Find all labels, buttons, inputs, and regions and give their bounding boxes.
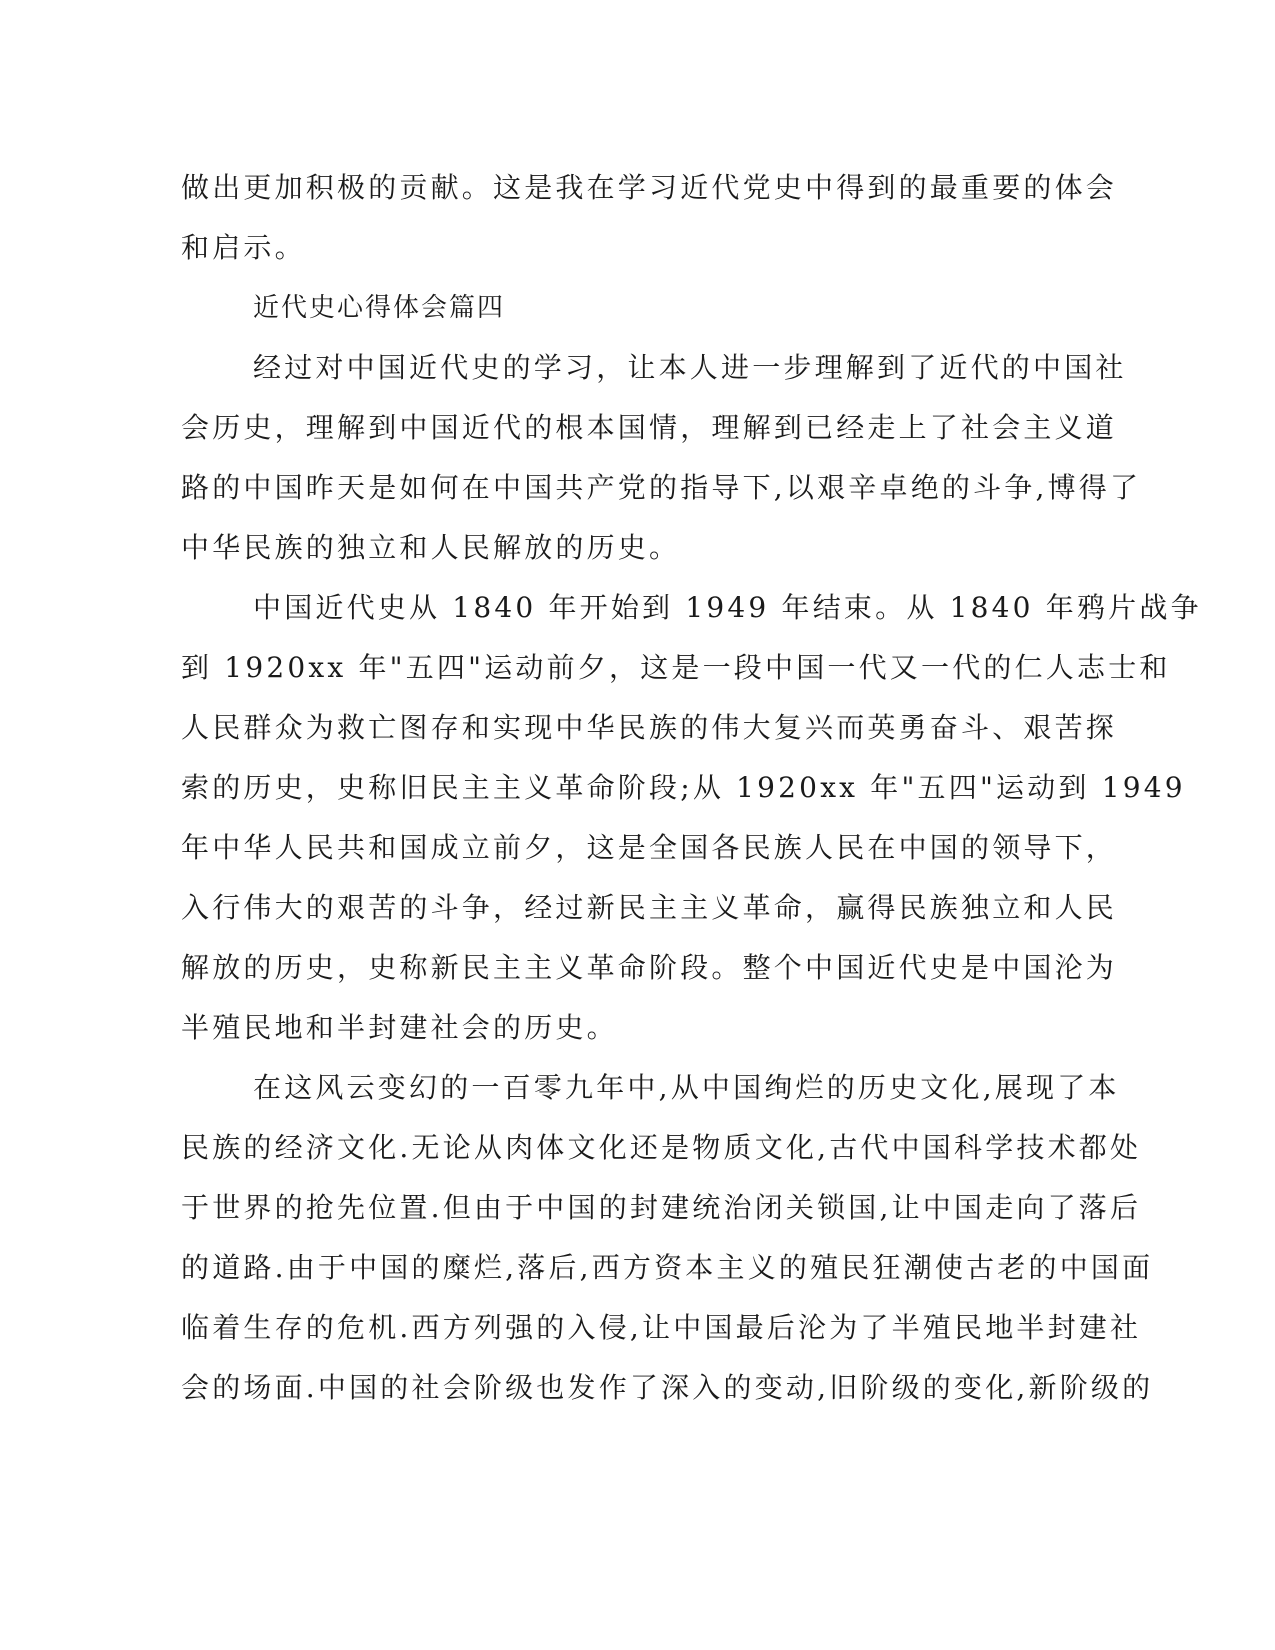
- text-line: 中华民族的独立和人民解放的历史。: [181, 531, 681, 564]
- text-line: 的道路.由于中国的糜烂,落后,西方资本主义的殖民狂潮使古老的中国面: [181, 1251, 1154, 1284]
- text-line: 民族的经济文化.无论从肉体文化还是物质文化,古代中国科学技术都处: [181, 1131, 1142, 1164]
- continuation-paragraph: [181, 158, 1118, 278]
- paragraph-2: [181, 578, 1202, 1058]
- text-line: 路的中国昨天是如何在中国共产党的指导下,以艰辛卓绝的斗争,博得了: [181, 471, 1142, 504]
- text-line: 经过对中国近代史的学习，让本人进一步理解到了近代的中国社: [253, 351, 1127, 384]
- text-line: 年中华人民共和国成立前夕，这是全国各民族人民在中国的领导下，: [181, 831, 1118, 864]
- text-line: 到 1920xx 年"五四"运动前夕，这是一段中国一代又一代的仁人志士和: [181, 651, 1171, 684]
- text-line: 会历史，理解到中国近代的根本国情，理解到已经走上了社会主义道: [181, 411, 1118, 444]
- document-body: [181, 158, 1202, 1418]
- paragraph-1: [181, 338, 1142, 578]
- text-line: 在这风云变幻的一百零九年中,从中国绚烂的历史文化,展现了本: [253, 1071, 1120, 1104]
- text-line: 临着生存的危机.西方列强的入侵,让中国最后沦为了半殖民地半封建社: [181, 1311, 1142, 1344]
- text-line: 半殖民地和半封建社会的历史。: [181, 1011, 618, 1044]
- text-line: 索的历史，史称旧民主主义革命阶段;从 1920xx 年"五四"运动到 1949: [181, 771, 1186, 804]
- text-line: 和启示。: [181, 231, 306, 264]
- text-line: 入行伟大的艰苦的斗争，经过新民主主义革命，赢得民族独立和人民: [181, 891, 1118, 924]
- section-heading: 近代史心得体会篇四: [253, 293, 506, 323]
- text-line: 做出更加积极的贡献。这是我在学习近代党史中得到的最重要的体会: [181, 171, 1118, 204]
- text-line: 会的场面.中国的社会阶级也发作了深入的变动,旧阶级的变化,新阶级的: [181, 1371, 1154, 1404]
- text-line: 人民群众为救亡图存和实现中华民族的伟大复兴而英勇奋斗、艰苦探: [181, 711, 1118, 744]
- text-line: 中国近代史从 1840 年开始到 1949 年结束。从 1840 年鸦片战争: [253, 591, 1202, 624]
- text-line: 解放的历史，史称新民主主义革命阶段。整个中国近代史是中国沦为: [181, 951, 1118, 984]
- paragraph-3: [181, 1058, 1154, 1418]
- text-line: 于世界的抢先位置.但由于中国的封建统治闭关锁国,让中国走向了落后: [181, 1191, 1142, 1224]
